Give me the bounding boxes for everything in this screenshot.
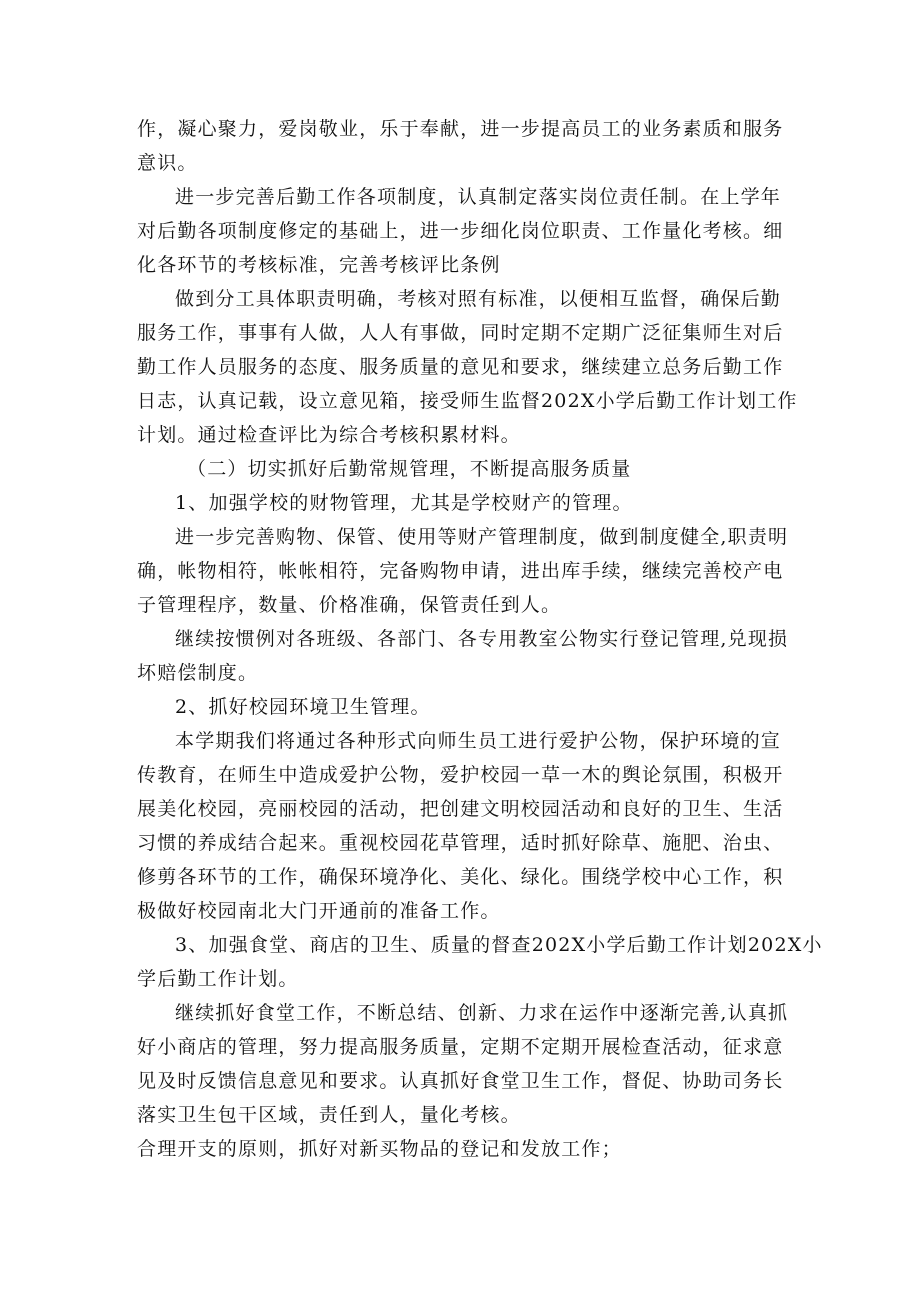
text-line: 化各环节的考核标准，完善考核评比条例 bbox=[137, 254, 501, 276]
paragraph-start: 继续按惯例对各班级、各部门、各专用教室公物实行登记管理,兑现损 bbox=[175, 628, 789, 650]
text-line: 勤工作人员服务的态度、服务质量的意见和要求，继续建立总务后勤工作 bbox=[137, 356, 784, 378]
text-line: 日志，认真记载，设立意见箱，接受师生监督202X小学后勤工作计划工作 bbox=[137, 390, 798, 412]
subsection-heading: 2、抓好校园环境卫生管理。 bbox=[175, 696, 431, 718]
text-line: 服务工作，事事有人做，人人有事做，同时定期不定期广泛征集师生对后 bbox=[137, 322, 784, 344]
text-line: 习惯的养成结合起来。重视校园花草管理，适时抓好除草、施肥、治虫、 bbox=[137, 832, 784, 854]
subsection-heading: 3、加强食堂、商店的卫生、质量的督查202X小学后勤工作计划202X小 bbox=[175, 934, 823, 956]
text-line: 展美化校园，亮丽校园的活动，把创建文明校园活动和良好的卫生、生活 bbox=[137, 798, 784, 820]
section-heading: （二）切实抓好后勤常规管理，不断提高服务质量 bbox=[187, 458, 632, 480]
paragraph-start: 进一步完善后勤工作各项制度，认真制定落实岗位责任制。在上学年 bbox=[175, 186, 782, 208]
subsection-heading: 1、加强学校的财物管理，尤其是学校财产的管理。 bbox=[175, 492, 633, 514]
paragraph-start: 继续抓好食堂工作，不断总结、创新、力求在运作中逐渐完善,认真抓 bbox=[175, 1002, 789, 1024]
text-line: 作，凝心聚力，爱岗敬业，乐于奉献，进一步提高员工的业务素质和服务 bbox=[137, 118, 784, 140]
text-line: 好小商店的管理，努力提高服务质量，定期不定期开展检查活动，征求意 bbox=[137, 1036, 784, 1058]
text-line: 修剪各环节的工作，确保环境净化、美化、绿化。围绕学校中心工作，积 bbox=[137, 866, 784, 888]
text-line: 确，帐物相符，帐帐相符，完备购物申请，进出库手续，继续完善校产电 bbox=[137, 560, 784, 582]
paragraph-start: 做到分工具体职责明确，考核对照有标准，以便相互监督，确保后勤 bbox=[175, 288, 782, 310]
paragraph-start: 进一步完善购物、保管、使用等财产管理制度，做到制度健全,职责明 bbox=[175, 526, 789, 548]
paragraph-start: 本学期我们将通过各种形式向师生员工进行爱护公物，保护环境的宣 bbox=[175, 730, 782, 752]
text-line: 合理开支的原则，抓好对新买物品的登记和发放工作； bbox=[137, 1138, 622, 1160]
text-line: 见及时反馈信息意见和要求。认真抓好食堂卫生工作，督促、协助司务长 bbox=[137, 1070, 784, 1092]
text-line: 落实卫生包干区域，责任到人，量化考核。 bbox=[137, 1104, 521, 1126]
text-line: 极做好校园南北大门开通前的准备工作。 bbox=[137, 900, 501, 922]
text-line: 学后勤工作计划。 bbox=[137, 968, 299, 990]
text-line: 对后勤各项制度修定的基础上，进一步细化岗位职责、工作量化考核。细 bbox=[137, 220, 784, 242]
text-line: 传教育，在师生中造成爱护公物，爱护校园一草一木的舆论氛围，积极开 bbox=[137, 764, 784, 786]
text-line: 计划。通过检查评比为综合考核积累材料。 bbox=[137, 424, 521, 446]
text-line: 坏赔偿制度。 bbox=[137, 662, 259, 684]
text-line: 意识。 bbox=[137, 152, 198, 174]
text-line: 子管理程序，数量、价格准确，保管责任到人。 bbox=[137, 594, 562, 616]
